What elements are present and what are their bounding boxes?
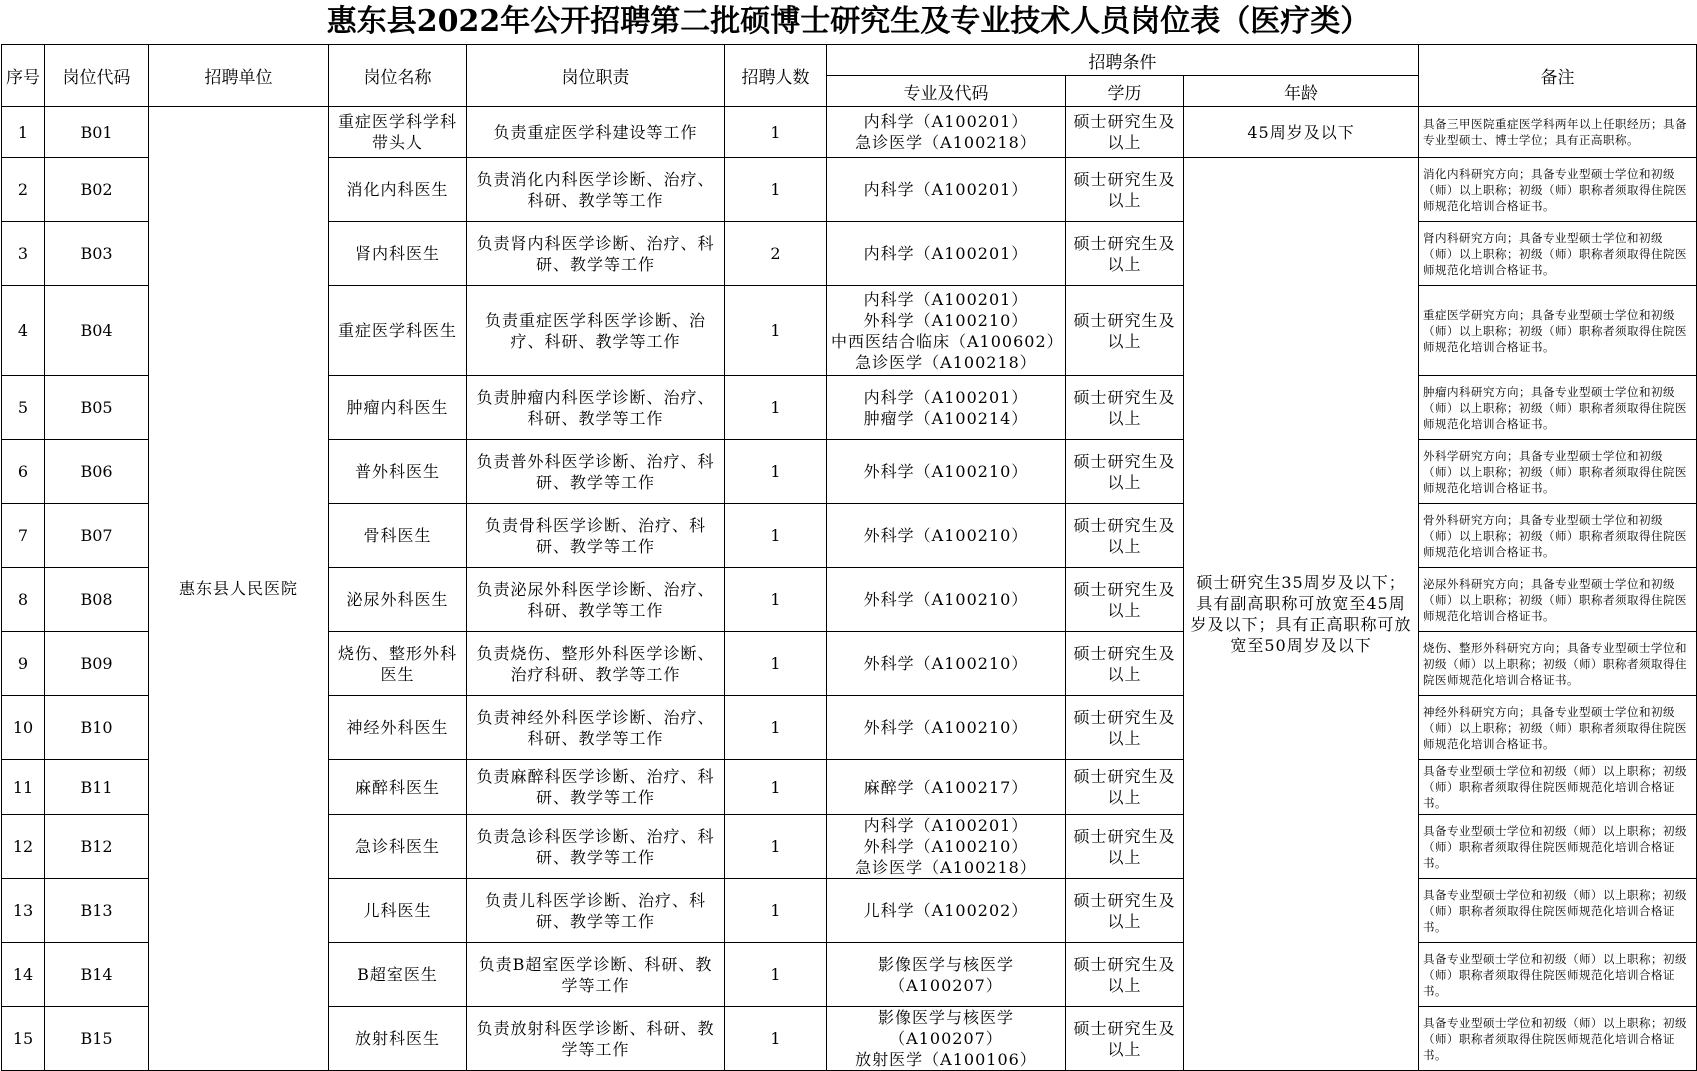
count-cell: 1 <box>725 158 827 222</box>
table-body <box>2 107 1697 1071</box>
note-cell: 具备三甲医院重症医学科两年以上任职经历；具备专业型硕士、博士学位；具有正高职称。 <box>1419 107 1697 158</box>
major-cell <box>827 286 1066 376</box>
major-line: 内科学（A100201） <box>863 289 1029 309</box>
education-cell: 硕士研究生及以上 <box>1066 1007 1184 1071</box>
position-name-cell: 骨科医生 <box>329 504 467 568</box>
education-cell: 硕士研究生及以上 <box>1066 696 1184 760</box>
code-cell: B09 <box>45 632 149 696</box>
education-cell: 硕士研究生及以上 <box>1066 760 1184 815</box>
seq-cell: 15 <box>2 1007 45 1071</box>
seq-cell: 5 <box>2 376 45 440</box>
code-cell: B04 <box>45 286 149 376</box>
page-title: 惠东县2022年公开招聘第二批硕博士研究生及专业技术人员岗位表（医疗类） <box>326 4 1371 39</box>
major-line: 儿科学（A100202） <box>863 901 1029 920</box>
duty-cell: 负责重症医学科建设等工作 <box>467 107 725 158</box>
positions-table <box>1 44 1697 1071</box>
code-cell: B01 <box>45 107 149 158</box>
code-cell: B12 <box>45 815 149 879</box>
position-name-cell: 烧伤、整形外科医生 <box>329 632 467 696</box>
major-line: 影像医学与核医学（A100207） <box>877 954 1014 995</box>
seq-cell: 6 <box>2 440 45 504</box>
count-cell: 1 <box>725 760 827 815</box>
header-major: 专业及代码 <box>827 76 1066 107</box>
major-cell <box>827 760 1066 815</box>
seq-cell: 14 <box>2 943 45 1007</box>
code-cell: B15 <box>45 1007 149 1071</box>
position-name-cell: B超室医生 <box>329 943 467 1007</box>
note-cell: 具备专业型硕士学位和初级（师）以上职称；初级（师）职称者须取得住院医师规范化培训合格证书。 <box>1419 760 1697 815</box>
code-cell: B06 <box>45 440 149 504</box>
duty-cell: 负责放射科医学诊断、科研、教学等工作 <box>467 1007 725 1071</box>
count-cell: 1 <box>725 943 827 1007</box>
major-line: 内科学（A100201） <box>863 112 1029 131</box>
header-name: 岗位名称 <box>329 45 467 107</box>
major-cell <box>827 815 1066 879</box>
education-cell: 硕士研究生及以上 <box>1066 879 1184 943</box>
count-cell: 1 <box>725 504 827 568</box>
code-cell: B07 <box>45 504 149 568</box>
note-cell: 神经外科研究方向；具备专业型硕士学位和初级（师）以上职称；初级（师）职称者须取得住院医师规范化培训合格证书。 <box>1419 696 1697 760</box>
education-cell: 硕士研究生及以上 <box>1066 632 1184 696</box>
note-cell: 具备专业型硕士学位和初级（师）以上职称；初级（师）职称者须取得住院医师规范化培训合格证书。 <box>1419 1007 1697 1071</box>
major-line: 急诊医学（A100218） <box>855 133 1037 152</box>
major-cell <box>827 376 1066 440</box>
education-cell: 硕士研究生及以上 <box>1066 376 1184 440</box>
table-row <box>2 107 1697 158</box>
code-cell: B11 <box>45 760 149 815</box>
position-name-cell: 重症医学科医生 <box>329 286 467 376</box>
major-line: 外科学（A100210） <box>863 462 1029 481</box>
count-cell: 1 <box>725 440 827 504</box>
major-line: 中西医结合临床（A100602） <box>831 331 1064 351</box>
seq-cell: 11 <box>2 760 45 815</box>
position-name-cell: 泌尿外科医生 <box>329 568 467 632</box>
code-cell: B10 <box>45 696 149 760</box>
education-cell: 硕士研究生及以上 <box>1066 815 1184 879</box>
duty-cell: 负责重症医学科医学诊断、治疗、科研、教学等工作 <box>467 286 725 376</box>
major-line: 肿瘤学（A100214） <box>863 408 1029 428</box>
education-cell: 硕士研究生及以上 <box>1066 943 1184 1007</box>
major-line: 外科学（A100210） <box>863 590 1029 609</box>
count-cell: 2 <box>725 222 827 286</box>
header-seq: 序号 <box>2 45 45 107</box>
duty-cell: 负责麻醉科医学诊断、治疗、科研、教学等工作 <box>467 760 725 815</box>
seq-cell: 8 <box>2 568 45 632</box>
count-cell: 1 <box>725 376 827 440</box>
major-cell <box>827 504 1066 568</box>
major-cell <box>827 440 1066 504</box>
education-cell: 硕士研究生及以上 <box>1066 504 1184 568</box>
duty-cell: 负责消化内科医学诊断、治疗、科研、教学等工作 <box>467 158 725 222</box>
education-cell: 硕士研究生及以上 <box>1066 440 1184 504</box>
position-name-cell: 神经外科医生 <box>329 696 467 760</box>
major-line: 急诊医学（A100218） <box>855 352 1037 372</box>
position-name-cell: 麻醉科医生 <box>329 760 467 815</box>
education-cell: 硕士研究生及以上 <box>1066 107 1184 158</box>
position-name-cell: 重症医学科学科带头人 <box>329 107 467 158</box>
major-cell <box>827 696 1066 760</box>
seq-cell: 10 <box>2 696 45 760</box>
education-cell: 硕士研究生及以上 <box>1066 286 1184 376</box>
note-cell: 重症医学研究方向；具备专业型硕士学位和初级（师）以上职称；初级（师）职称者须取得住院医师规范化培训合格证书。 <box>1419 286 1697 376</box>
major-line: 放射医学（A100106） <box>855 1050 1037 1069</box>
code-cell: B13 <box>45 879 149 943</box>
major-cell <box>827 943 1066 1007</box>
seq-cell: 4 <box>2 286 45 376</box>
count-cell: 1 <box>725 286 827 376</box>
header-code: 岗位代码 <box>45 45 149 107</box>
header-count: 招聘人数 <box>725 45 827 107</box>
duty-cell: 负责普外科医学诊断、治疗、科研、教学等工作 <box>467 440 725 504</box>
major-line: 内科学（A100201） <box>863 387 1029 407</box>
major-cell <box>827 879 1066 943</box>
duty-cell: 负责急诊科医学诊断、治疗、科研、教学等工作 <box>467 815 725 879</box>
age-cell: 45周岁及以下 <box>1184 107 1419 158</box>
note-cell: 具备专业型硕士学位和初级（师）以上职称；初级（师）职称者须取得住院医师规范化培训合格证书。 <box>1419 879 1697 943</box>
position-name-cell: 急诊科医生 <box>329 815 467 879</box>
major-line: 内科学（A100201） <box>863 816 1029 835</box>
position-name-cell: 肾内科医生 <box>329 222 467 286</box>
duty-cell: 负责泌尿外科医学诊断、治疗、科研、教学等工作 <box>467 568 725 632</box>
education-cell: 硕士研究生及以上 <box>1066 568 1184 632</box>
duty-cell: 负责骨科医学诊断、治疗、科研、教学等工作 <box>467 504 725 568</box>
age-cell: 硕士研究生35周岁及以下；具有副高职称可放宽至45周岁及以下；具有正高职称可放宽至50周岁及以下 <box>1184 158 1419 1071</box>
major-line: 急诊医学（A100218） <box>855 858 1037 877</box>
seq-cell: 12 <box>2 815 45 879</box>
note-cell: 肿瘤内科研究方向；具备专业型硕士学位和初级（师）以上职称；初级（师）职称者须取得住院医师规范化培训合格证书。 <box>1419 376 1697 440</box>
code-cell: B14 <box>45 943 149 1007</box>
header-unit: 招聘单位 <box>149 45 329 107</box>
major-cell <box>827 632 1066 696</box>
education-cell: 硕士研究生及以上 <box>1066 158 1184 222</box>
duty-cell: 负责B超室医学诊断、科研、教学等工作 <box>467 943 725 1007</box>
major-cell <box>827 1007 1066 1071</box>
position-name-cell: 放射科医生 <box>329 1007 467 1071</box>
code-cell: B02 <box>45 158 149 222</box>
seq-cell: 7 <box>2 504 45 568</box>
count-cell: 1 <box>725 1007 827 1071</box>
note-cell: 骨外科研究方向；具备专业型硕士学位和初级（师）以上职称；初级（师）职称者须取得住院医师规范化培训合格证书。 <box>1419 504 1697 568</box>
seq-cell: 9 <box>2 632 45 696</box>
count-cell: 1 <box>725 568 827 632</box>
header-age: 年龄 <box>1184 76 1419 107</box>
note-cell: 泌尿外科研究方向；具备专业型硕士学位和初级（师）以上职称；初级（师）职称者须取得住院医师规范化培训合格证书。 <box>1419 568 1697 632</box>
position-name-cell: 普外科医生 <box>329 440 467 504</box>
major-line: 外科学（A100210） <box>863 837 1029 856</box>
seq-cell: 2 <box>2 158 45 222</box>
note-cell: 消化内科研究方向；具备专业型硕士学位和初级（师）以上职称；初级（师）职称者须取得住院医师规范化培训合格证书。 <box>1419 158 1697 222</box>
note-cell: 肾内科研究方向；具备专业型硕士学位和初级（师）以上职称；初级（师）职称者须取得住院医师规范化培训合格证书。 <box>1419 222 1697 286</box>
note-cell: 外科学研究方向；具备专业型硕士学位和初级（师）以上职称；初级（师）职称者须取得住院医师规范化培训合格证书。 <box>1419 440 1697 504</box>
education-cell: 硕士研究生及以上 <box>1066 222 1184 286</box>
seq-cell: 1 <box>2 107 45 158</box>
count-cell: 1 <box>725 632 827 696</box>
duty-cell: 负责神经外科医学诊断、治疗、科研、教学等工作 <box>467 696 725 760</box>
count-cell: 1 <box>725 815 827 879</box>
major-line: 外科学（A100210） <box>863 526 1029 545</box>
note-cell: 具备专业型硕士学位和初级（师）以上职称；初级（师）职称者须取得住院医师规范化培训合格证书。 <box>1419 815 1697 879</box>
major-cell <box>827 568 1066 632</box>
duty-cell: 负责肾内科医学诊断、治疗、科研、教学等工作 <box>467 222 725 286</box>
count-cell: 1 <box>725 696 827 760</box>
major-line: 麻醉学（A100217） <box>863 777 1029 797</box>
seq-cell: 3 <box>2 222 45 286</box>
major-cell <box>827 158 1066 222</box>
code-cell: B05 <box>45 376 149 440</box>
header-duty: 岗位职责 <box>467 45 725 107</box>
header-note: 备注 <box>1419 45 1697 107</box>
position-name-cell: 儿科医生 <box>329 879 467 943</box>
duty-cell: 负责肿瘤内科医学诊断、治疗、科研、教学等工作 <box>467 376 725 440</box>
major-cell <box>827 222 1066 286</box>
seq-cell: 13 <box>2 879 45 943</box>
major-line: 影像医学与核医学（A100207） <box>877 1008 1014 1048</box>
position-name-cell: 肿瘤内科医生 <box>329 376 467 440</box>
count-cell: 1 <box>725 879 827 943</box>
count-cell: 1 <box>725 107 827 158</box>
unit-cell: 惠东县人民医院 <box>149 107 329 1071</box>
header-edu: 学历 <box>1066 76 1184 107</box>
duty-cell: 负责烧伤、整形外科医学诊断、治疗科研、教学等工作 <box>467 632 725 696</box>
note-cell: 具备专业型硕士学位和初级（师）以上职称；初级（师）职称者须取得住院医师规范化培训合格证书。 <box>1419 943 1697 1007</box>
major-line: 内科学（A100201） <box>863 244 1029 263</box>
header-conditions: 招聘条件 <box>827 45 1419 76</box>
major-line: 外科学（A100210） <box>863 654 1029 673</box>
duty-cell: 负责儿科医学诊断、治疗、科研、教学等工作 <box>467 879 725 943</box>
note-cell: 烧伤、整形外科研究方向；具备专业型硕士学位和初级（师）以上职称；初级（师）职称者须取得住院医师规范化培训合格证书。 <box>1419 632 1697 696</box>
major-line: 外科学（A100210） <box>863 718 1029 737</box>
major-line: 内科学（A100201） <box>863 180 1029 199</box>
major-cell <box>827 107 1066 158</box>
code-cell: B03 <box>45 222 149 286</box>
code-cell: B08 <box>45 568 149 632</box>
position-name-cell: 消化内科医生 <box>329 158 467 222</box>
major-line: 外科学（A100210） <box>863 310 1029 330</box>
